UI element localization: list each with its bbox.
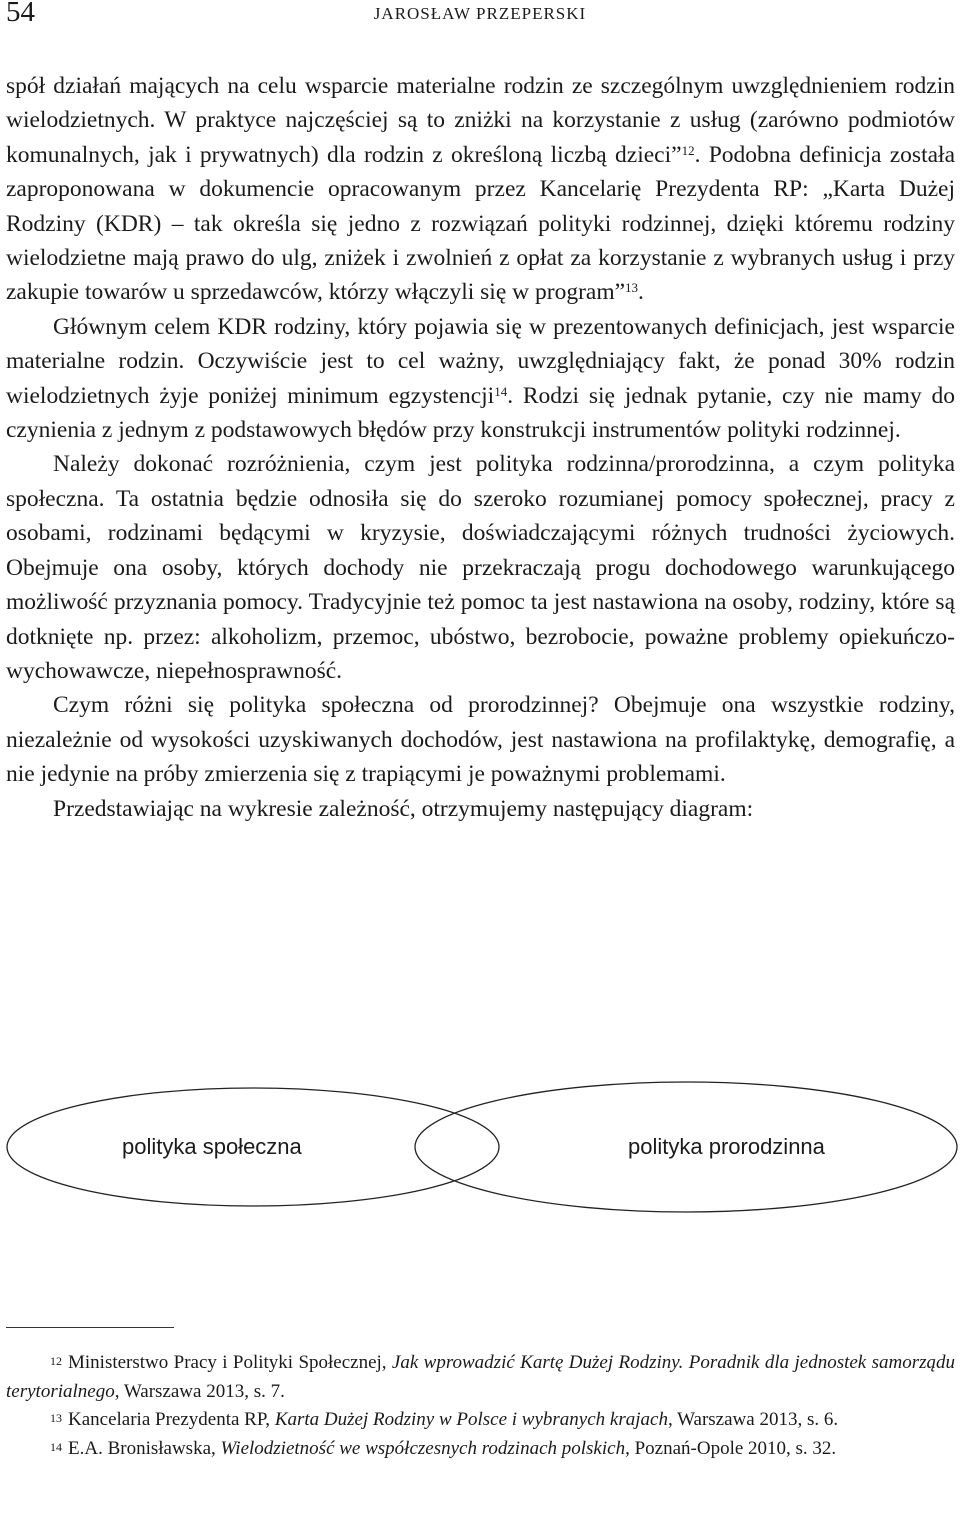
footnote-14 — [6, 1435, 955, 1464]
footnote-number: 14 — [50, 1439, 62, 1454]
italic-title: Wielodzietność we współczesnych rodzinach polskich — [220, 1437, 626, 1459]
text-run: , Warszawa 2013, s. 6. — [667, 1409, 839, 1430]
footnote-13 — [6, 1406, 955, 1435]
text-run: Ministerstwo Pracy i Polityki Społecznej, — [68, 1352, 392, 1373]
italic-title: Jak wprowadzić Kartę Dużej Rodziny. Poradnik dla jednostek samorządu terytorialnego — [6, 1352, 955, 1402]
venn-right-label: polityka prorodzinna — [628, 1134, 825, 1159]
paragraph-2 — [6, 310, 955, 448]
page-header — [0, 0, 960, 34]
footnote-separator — [6, 1327, 174, 1328]
text-run: . — [638, 279, 644, 306]
page-number: 54 — [6, 0, 35, 28]
footnote-ref: 12 — [681, 142, 695, 158]
footnote-number: 12 — [50, 1354, 62, 1368]
paragraph-5 — [6, 792, 955, 826]
body-text — [6, 69, 955, 826]
text-run: . Podobna definicja została zaproponowana w dokumencie opracowanym przez Kancelarię Prezydenta RP: „Karta Dużej Rodziny (KDR) – tak określa się jedno z rozwiązań polityki rodzinnej, dzięki któremu rodziny wielodzietne mają prawo do ulg, zniżek i zwolnień z opłat za korzystanie z wybranych usług i przy zakupie towarów u sprzedawców, którzy włączyli się w program” — [6, 141, 955, 306]
paragraph-4 — [6, 688, 955, 791]
italic-title: Karta Dużej Rodziny w Polsce i wybranych krajach — [274, 1409, 668, 1430]
text-run: E.A. Bronisławska, — [68, 1437, 221, 1459]
footnote-number: 13 — [50, 1411, 62, 1425]
text-run: . Rodzi się jednak pytanie, czy nie mamy do czynienia z jednym z podstawowych błędów przy konstrukcji instrumentów polityki rodzinnej. — [6, 382, 956, 444]
footnotes — [6, 1349, 955, 1463]
footnote-ref: 14 — [494, 383, 508, 399]
paragraph-3 — [6, 447, 955, 688]
venn-left-label: polityka społeczna — [122, 1134, 302, 1159]
venn-diagram — [0, 1080, 960, 1220]
paragraph-1 — [6, 69, 955, 310]
text-run: , Poznań-Opole 2010, s. 32. — [625, 1437, 837, 1459]
text-run: Kancelaria Prezydenta RP, — [68, 1409, 275, 1430]
footnote-ref: 13 — [625, 280, 639, 296]
running-head: JAROSŁAW PRZEPERSKI — [373, 4, 587, 23]
text-run: , Warszawa 2013, s. 7. — [114, 1380, 285, 1402]
text-run: Przedstawiając na wykresie zależność, otrzymujemy następujący diagram: — [53, 795, 754, 822]
text-run: Czym różni się polityka społeczna od prorodzinnej? Obejmuje ona wszystkie rodziny, niezależnie od wysokości uzyskiwanych dochodów, jest nastawiona na profilaktykę, demografię, a nie jedynie na próby zmierzenia się z trapiącymi je poważnymi problemami. — [6, 692, 955, 788]
footnote-12 — [6, 1349, 955, 1406]
text-run: Głównym celem KDR rodziny, który pojawia się w prezentowanych definicjach, jest wsparcie materialne rodzin. Oczywiście jest to cel ważny, uwzględniający fakt, że ponad 30% rodzin wielodzietnych żyje poniżej minimum egzystencji — [6, 313, 955, 409]
text-run: spół działań mających na celu wsparcie materialne rodzin ze szczególnym uwzględnieniem rodzin wielodzietnych. W praktyce najczęściej są to zniżki na korzystanie z usług (zarówno podmiotów komunalnych, jak i prywatnych) dla rodzin z określoną liczbą dzieci” — [6, 73, 955, 168]
text-run: Należy dokonać rozróżnienia, czym jest polityka rodzinna/prorodzinna, a czym polityka społeczna. Ta ostatnia będzie odnosiła się do szeroko rozumianej pomocy społecznej, pracy z osobami, rodzinami będącymi w kryzysie, doświadczającymi różnych trudności życiowych. Obejmuje ona osoby, których dochody nie przekraczają progu dochodowego warunkującego możliwość przyznania pomocy. Tradycyjnie też pomoc ta jest nastawiona na osoby, rodziny, które są dotknięte np. przez: alkoholizm, przemoc, ubóstwo, bezrobocie, poważne problemy opiekuńczo-wychowawcze, niepełnosprawność. — [6, 451, 955, 684]
